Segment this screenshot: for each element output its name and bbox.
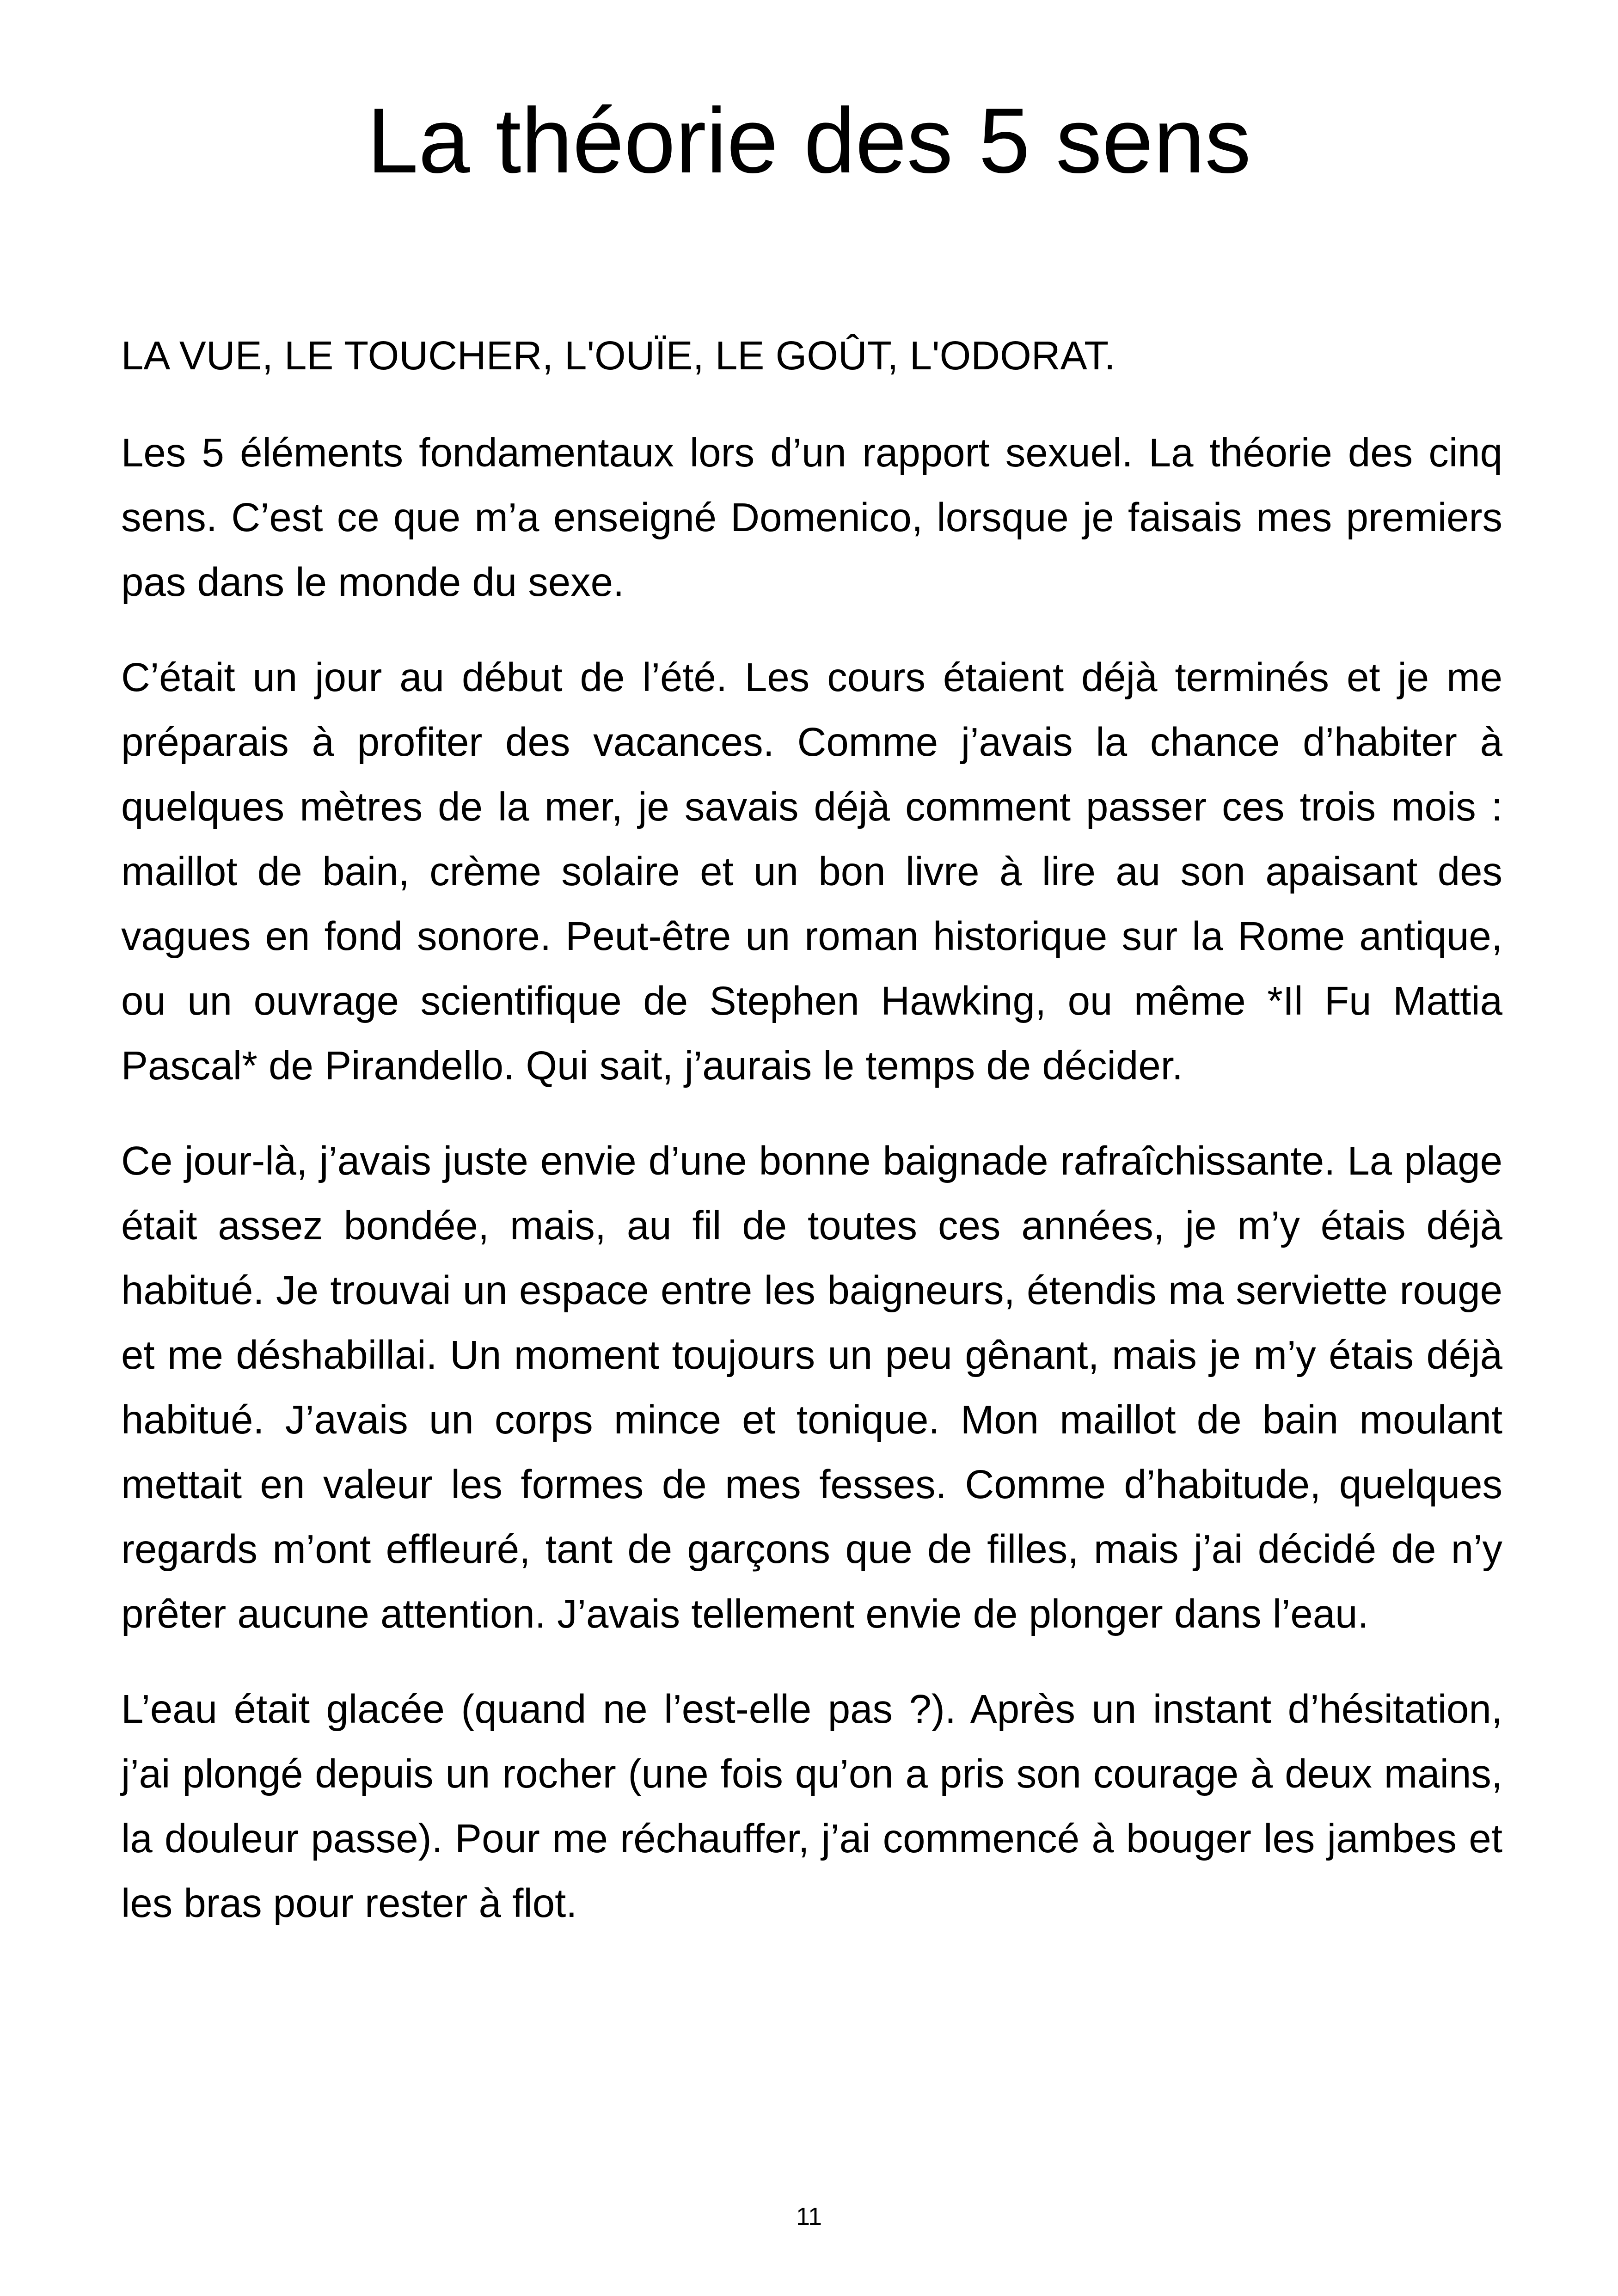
paragraph: Ce jour-là, j’avais juste envie d’une bonne baignade rafraîchissante. La plage était assez bondée, mais, au fil de toutes ces années, je m’y étais déjà habitué. Je trouvai un espace entre les baigneurs, étendis ma serviette rouge et me déshabillai. Un moment toujours un peu gênant, mais je m’y étais déjà habitué. J’avais un corps mince et tonique. Mon maillot de bain moulant mettait en valeur les formes de mes fesses. Comme d’habitude, quelques regards m’ont effleuré, tant de garçons que de filles, mais j’ai décidé de n’y prêter aucune attention. J’avais tellement envie de plonger dans l’eau. bbox=[121, 1139, 1502, 1636]
subheading: LA VUE, LE TOUCHER, L'OUÏE, LE GOÛT, L'ODORAT. bbox=[121, 333, 1115, 378]
page-number: 11 bbox=[796, 2203, 822, 2230]
paragraph: L’eau était glacée (quand ne l’est-elle pas ?). Après un instant d’hésitation, j’ai plongé depuis un rocher (une fois qu’on a pris son courage à deux mains, la douleur passe). Pour me réchauffer, j’ai commencé à bouger les jambes et les bras pour rester à flot. bbox=[121, 1687, 1502, 1926]
paragraph: Les 5 éléments fondamentaux lors d’un rapport sexuel. La théorie des cinq sens. C’est ce que m’a enseigné Domenico, lorsque je faisais mes premiers pas dans le monde du sexe. bbox=[121, 430, 1502, 605]
page-title: La théorie des 5 sens bbox=[367, 89, 1251, 192]
paragraph: C’était un jour au début de l’été. Les cours étaient déjà terminés et je me préparais à profiter des vacances. Comme j’avais la chance d’habiter à quelques mètres de la mer, je savais déjà comment passer ces trois mois : maillot de bain, crème solaire et un bon livre à lire au son apaisant des vagues en fond sonore. Peut-être un roman historique sur la Rome antique, ou un ouvrage scientifique de Stephen Hawking, ou même *Il Fu Mattia Pascal* de Pirandello. Qui sait, j’aurais le temps de décider. bbox=[121, 655, 1502, 1088]
body-text bbox=[121, 324, 1502, 1966]
